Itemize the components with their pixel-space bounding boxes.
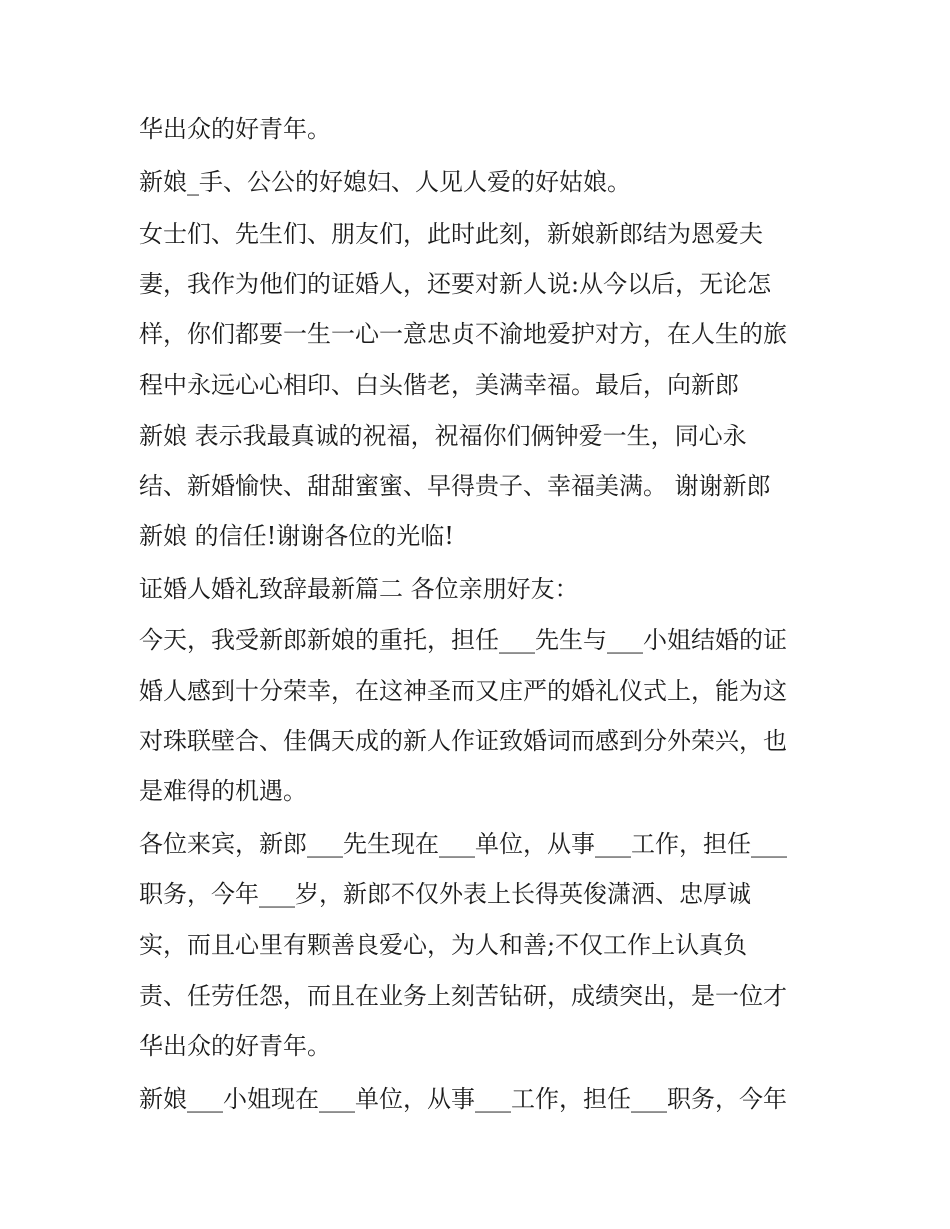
text-line: 女士们、先生们、朋友们，此时此刻，新娘新郎结为恩爱夫 [139, 220, 763, 248]
text-line: 新娘___小姐现在___单位，从事___工作，担任___职务，今年 [139, 1085, 787, 1113]
text-line: 责、任劳任怨，而且在业务上刻苦钻研，成绩突出，是一位才 [139, 982, 787, 1010]
text-line: 华出众的好青年。 [139, 115, 331, 143]
text-line: 样，你们都要一生一心一意忠贞不渝地爱护对方，在人生的旅 [139, 320, 787, 348]
text-line: 新娘 表示我最真诚的祝福，祝福你们俩钟爱一生，同心永 [139, 422, 747, 450]
section-heading: 证婚人婚礼致辞最新篇二 各位亲朋好友： [139, 575, 579, 603]
text-line: 今天，我受新郎新娘的重托，担任___先生与___小姐结婚的证 [139, 626, 787, 654]
text-line: 新娘 的信任!谢谢各位的光临! [139, 522, 454, 550]
text-line: 新娘_手、公公的好媳妇、人见人爱的好姑娘。 [139, 168, 631, 196]
text-line: 结、新婚愉快、甜甜蜜蜜、早得贵子、幸福美满。 谢谢新郎 [139, 472, 771, 500]
text-line: 是难得的机遇。 [139, 777, 307, 805]
text-line: 妻，我作为他们的证婚人，还要对新人说:从今以后，无论怎 [139, 270, 772, 298]
text-line: 婚人感到十分荣幸，在这神圣而又庄严的婚礼仪式上，能为这 [139, 677, 787, 705]
text-line: 程中永远心心相印、白头偕老，美满幸福。最后，向新郎 [139, 371, 739, 399]
text-line: 对珠联壁合、佳偶天成的新人作证致婚词而感到分外荣兴，也 [139, 727, 787, 755]
text-line: 实，而且心里有颗善良爱心，为人和善;不仅工作上认真负 [139, 931, 748, 959]
text-line: 各位来宾，新郎___先生现在___单位，从事___工作，担任___ [139, 830, 787, 858]
text-line: 职务，今年___岁，新郎不仅外表上长得英俊潇洒、忠厚诚 [139, 880, 751, 908]
text-line: 华出众的好青年。 [139, 1032, 331, 1060]
